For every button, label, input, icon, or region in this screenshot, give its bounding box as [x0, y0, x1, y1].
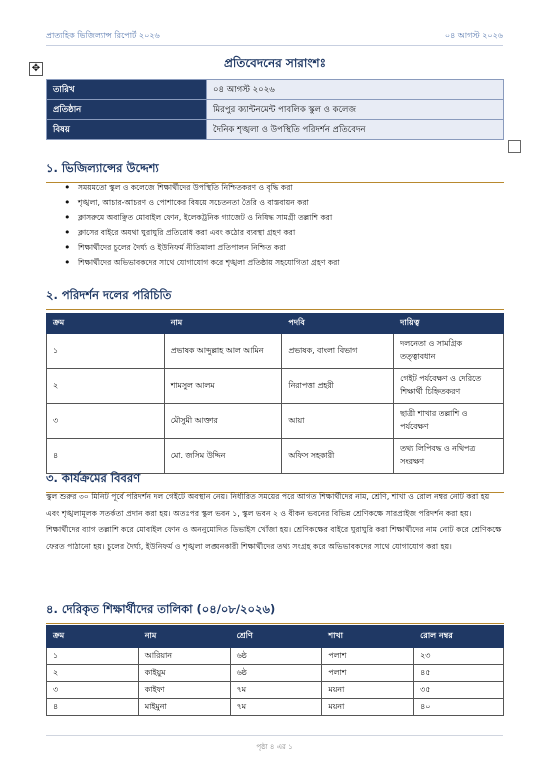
- table-cell: ৪: [47, 699, 139, 716]
- column-header: ক্রম: [47, 626, 139, 648]
- summary-value: দৈনিক শৃঙ্খলা ও উপস্থিতি পরিদর্শন প্রতিবেদন: [207, 120, 504, 140]
- table-cell: কাইয়ুম: [138, 665, 230, 682]
- column-header: রোল নম্বর: [414, 626, 504, 648]
- list-item: • শিক্ষার্থীদের চুলের দৈর্ঘ্য ও ইউনিফর্ম নীতিমালা প্রতিপালন নিশ্চিত করা: [64, 240, 504, 255]
- table-cell: তথ্য লিপিবদ্ধ ও নথিপত্র সংরক্ষণ: [394, 439, 504, 474]
- table-cell: গেইট পর্যবেক্ষণ ও দেরিতে শিক্ষার্থী চিহ্নিতকরণ: [394, 369, 504, 404]
- summary-row: [47, 80, 504, 100]
- summary-table: [46, 79, 504, 140]
- table-move-handle-icon[interactable]: ✥: [29, 62, 43, 76]
- table-cell: ১: [47, 334, 165, 369]
- header-date: ০৪ আগস্ট ২০২৬: [444, 31, 503, 40]
- table-cell: পলাশ: [322, 665, 414, 682]
- table-cell: ৩: [47, 682, 139, 699]
- column-header: পদবি: [282, 314, 394, 334]
- table-cell: শামসুল আলম: [164, 369, 282, 404]
- summary-key: প্রতিষ্ঠান: [47, 100, 207, 120]
- table-cell: কাইফা: [138, 682, 230, 699]
- column-header: ক্রম: [47, 314, 165, 334]
- table-cell: ৭ম: [230, 699, 322, 716]
- table-cell: ২৩: [414, 648, 504, 665]
- table-row: [47, 682, 504, 699]
- table-cell: ৪৫: [414, 665, 504, 682]
- table-cell: ২: [47, 369, 165, 404]
- table-cell: অফিস সহকারী: [282, 439, 394, 474]
- table-cell: ২: [47, 665, 139, 682]
- table-cell: ১: [47, 648, 139, 665]
- list-item: • শিক্ষার্থীদের অভিভাবকদের সাথে যোগাযোগ করে শৃঙ্খলা প্রতিষ্ঠায় সহযোগিতা গ্রহণ করা: [64, 255, 504, 270]
- table-resize-handle[interactable]: [508, 140, 521, 153]
- table-cell: মো. জসিম উদ্দিন: [164, 439, 282, 474]
- table-row: [47, 334, 504, 369]
- summary-title: প্রতিবেদনের সারাংশঃ: [223, 56, 327, 70]
- table-header-row: [47, 626, 504, 648]
- section-2-title: ২. পরিদর্শন দলের পরিচিতি: [46, 287, 504, 310]
- table-cell: ৬ষ্ঠ: [230, 648, 322, 665]
- table-header-row: [47, 314, 504, 334]
- table-cell: পলাশ: [322, 648, 414, 665]
- footer-divider: [46, 735, 503, 736]
- section-3-title: ৩. কার্যক্রমের বিবরণ: [46, 470, 504, 493]
- table-cell: ৬ষ্ঠ: [230, 665, 322, 682]
- table-row: [47, 699, 504, 716]
- table-cell: মাইমুনা: [138, 699, 230, 716]
- page-number: পৃষ্ঠা ৪ এর ১: [256, 743, 293, 751]
- table-row: [47, 404, 504, 439]
- table-cell: ৩৫: [414, 682, 504, 699]
- summary-row: [47, 100, 504, 120]
- column-header: নাম: [138, 626, 230, 648]
- table-cell: আয়া: [282, 404, 394, 439]
- late-students-table: [46, 625, 504, 716]
- column-header: শাখা: [322, 626, 414, 648]
- header-divider: [46, 45, 503, 46]
- table-cell: ৪: [47, 439, 165, 474]
- summary-row: [47, 120, 504, 140]
- table-cell: মৌসুমী আক্তার: [164, 404, 282, 439]
- list-item: • ক্লাসের বাইরে অযথা ঘুরাঘুরি প্রতিরোধ করা এবং কঠোর ব্যবস্থা গ্রহণ করা: [64, 225, 504, 240]
- summary-key: তারিখ: [47, 80, 207, 100]
- table-row: [47, 439, 504, 474]
- list-item: • ক্লাসরুমে অবাঞ্ছিত মোবাইল ফোন, ইলেকট্রনিক গ্যাজেট ও নিষিদ্ধ সামগ্রী তল্লাশি করা: [64, 210, 504, 225]
- table-cell: প্রভাষক, বাংলা বিভাগ: [282, 334, 394, 369]
- team-table: [46, 313, 504, 474]
- table-row: [47, 369, 504, 404]
- column-header: দায়িত্ব: [394, 314, 504, 334]
- table-cell: ছাত্রী শাখার তল্লাশি ও পর্যবেক্ষণ: [394, 404, 504, 439]
- list-item: • সময়মতো স্কুল ও কলেজে শিক্ষার্থীদের উপস্থিতি নিশ্চিতকরণ ও বৃদ্ধি করা: [64, 180, 504, 195]
- table-cell: প্রভাষক আব্দুল্লাহ আল আমিন: [164, 334, 282, 369]
- table-cell: ৩: [47, 404, 165, 439]
- section-4-title: ৪. দেরিকৃত শিক্ষার্থীদের তালিকা (০৪/০৮/২০২৬): [46, 601, 504, 624]
- table-cell: ৭ম: [230, 682, 322, 699]
- table-cell: নিরাপত্তা প্রহরী: [282, 369, 394, 404]
- table-cell: আরিয়ান: [138, 648, 230, 665]
- list-item: • শৃঙ্খলা, আচার-আচরণ ও পোশাকের বিষয়ে সচেতনতা তৈরি ও বাস্তবায়ন করা: [64, 195, 504, 210]
- table-row: [47, 665, 504, 682]
- table-cell: ৪০: [414, 699, 504, 716]
- objectives-list: [64, 180, 504, 270]
- header-title: প্রাত্যহিক ভিজিল্যান্স রিপোর্ট ২০২৬: [46, 31, 160, 40]
- summary-value: ০৪ আগস্ট ২০২৬: [207, 80, 504, 100]
- column-header: নাম: [164, 314, 282, 334]
- table-cell: ময়না: [322, 682, 414, 699]
- summary-key: বিষয়: [47, 120, 207, 140]
- section-1-title: ১. ভিজিল্যান্সের উদ্দেশ্য: [46, 160, 504, 183]
- summary-value: মিরপুর ক্যান্টনমেন্ট পাবলিক স্কুল ও কলেজ: [207, 100, 504, 120]
- column-header: শ্রেণি: [230, 626, 322, 648]
- table-row: [47, 648, 504, 665]
- table-cell: দলনেতা ও সামগ্রিক তত্ত্বাবধান: [394, 334, 504, 369]
- table-cell: ময়না: [322, 699, 414, 716]
- activity-description: স্কুল শুরুর ৩০ মিনিট পূর্বে পরিদর্শন দল গেইটে অবস্থান নেয়। নির্ধারিত সময়ের পরে আগত শিক্ষার্থীদের নাম, শ্রেণি, শাখা ও রোল নম্বর নোট করা হয় এবং শৃঙ্খলামূলক সতর্কতা প্রদান করা হয়। অতঃপর স্কুল ভবন ১, স্কুল ভবন ২ ও বীকন ভবনের বিভিন্ন শ্রেণিকক্ষে সারপ্রাইজ পরিদর্শন করা হয়। শিক্ষার্থীদের ব্যাগ তল্লাশি করে মোবাইল ফোন ও অননুমোদিত ডিভাইস খোঁজা হয়। শ্রেণিকক্ষের বাইরে ঘুরাঘুরি করা শিক্ষার্থীদের নাম নোট করে শ্রেণিকক্ষে ফেরত পাঠানো হয়। চুলের দৈর্ঘ্য, ইউনিফর্ম ও শৃঙ্খলা লঙ্ঘনকারী শিক্ষার্থীদের তথ্য সংগ্রহ করে অভিভাবকদের সাথে যোগাযোগ করা হয়।: [46, 492, 502, 551]
